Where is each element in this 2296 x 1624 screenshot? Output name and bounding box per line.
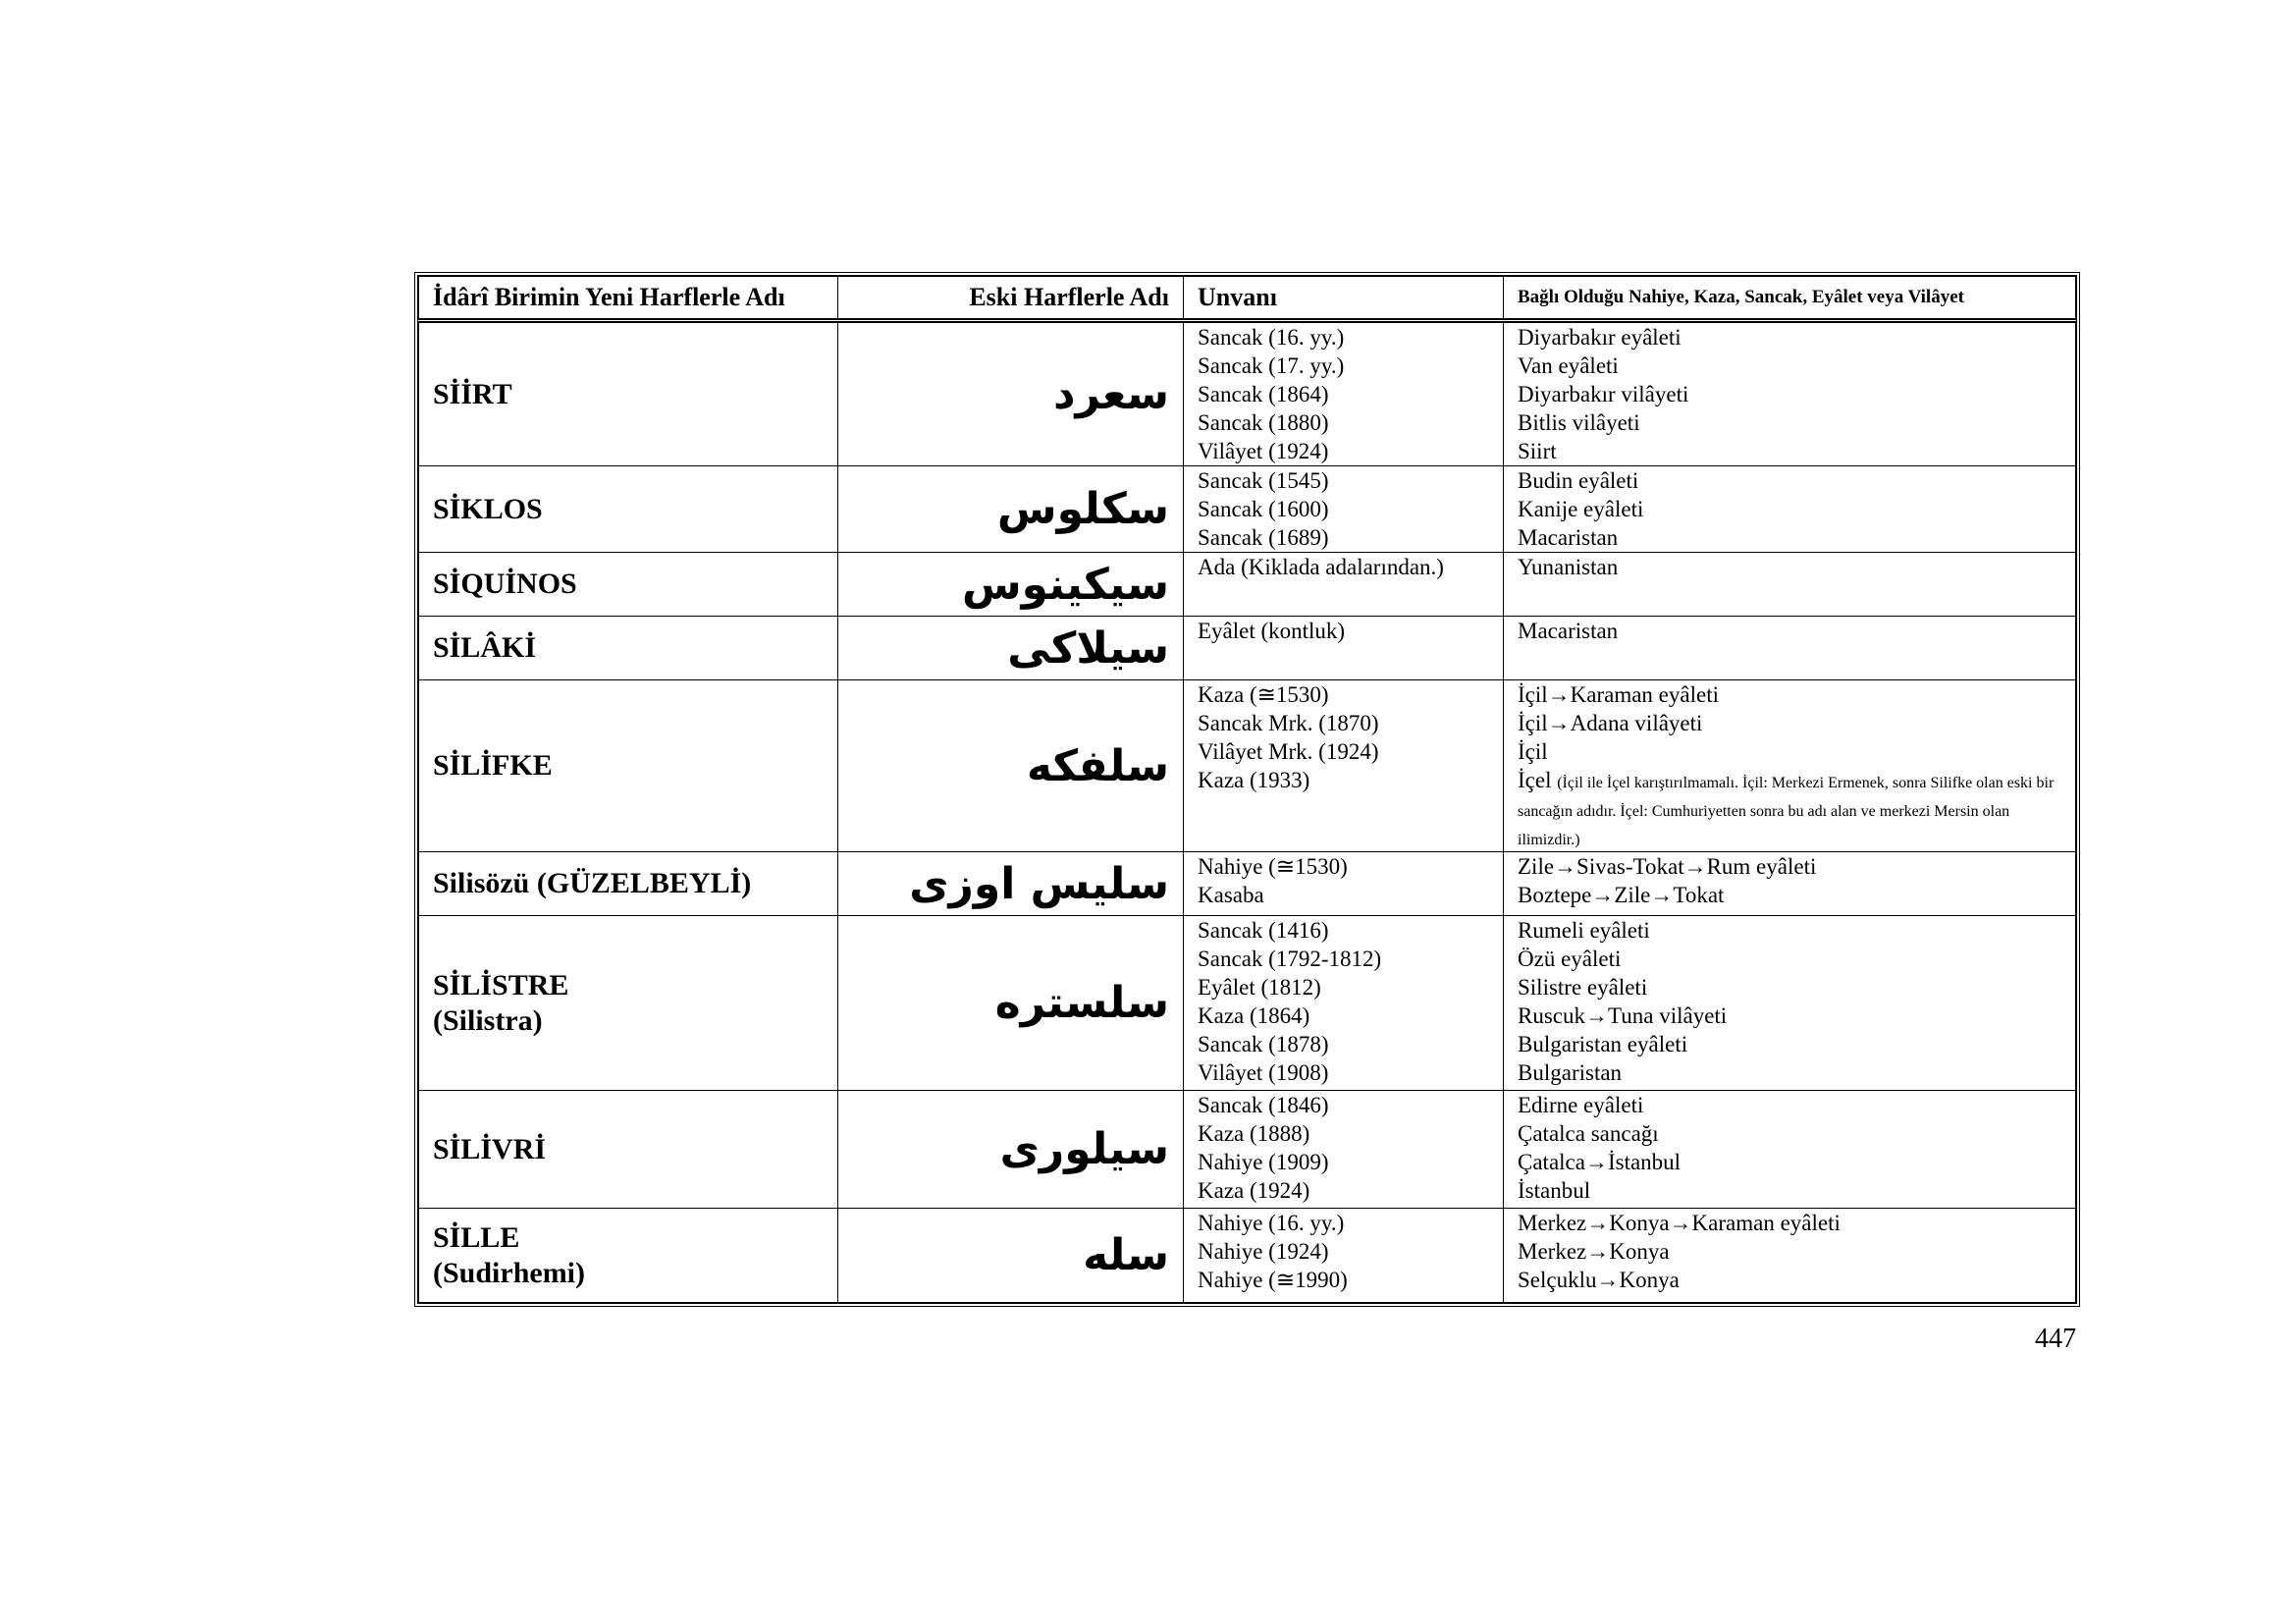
attached-to-entry: Bulgaristan eyâleti — [1518, 1032, 1688, 1056]
attached-to-list — [1504, 617, 2076, 680]
unit-title-entry: Vilâyet (1908) — [1198, 1060, 1329, 1085]
unit-name-line: SİLÂKİ — [433, 631, 537, 664]
unit-old-name: سيكينوس — [838, 553, 1184, 617]
unit-title-entry: Nahiye (1924) — [1198, 1239, 1329, 1264]
attached-to-list — [1504, 553, 2076, 617]
unit-title-entry: Nahiye (1909) — [1198, 1150, 1329, 1174]
attached-to-entry: Çatalca→İstanbul — [1518, 1150, 1682, 1174]
attached-to-entry: Merkez→Konya — [1518, 1239, 1670, 1264]
unit-new-name — [419, 466, 838, 553]
note-term: İçel — [1518, 768, 1552, 792]
unit-title-entry: Kaza (≅1530) — [1198, 682, 1329, 707]
table-body — [419, 321, 2076, 1303]
attached-to-note-entry — [1518, 766, 2075, 851]
table-row — [419, 852, 2076, 916]
unit-old-name: سعرد — [838, 321, 1184, 466]
unit-new-name — [419, 617, 838, 680]
unit-title-entry: Sancak (1600) — [1198, 497, 1329, 521]
header-attached-to: Bağlı Olduğu Nahiye, Kaza, Sancak, Eyâlet veya Vilâyet — [1504, 277, 2076, 321]
unit-title-entry: Nahiye (≅1990) — [1198, 1268, 1348, 1292]
attached-to-list — [1504, 321, 2076, 466]
unit-title-entry: Sancak (1864) — [1198, 382, 1329, 406]
header-old-name: Eski Harflerle Adı — [838, 277, 1184, 321]
attached-to-entry: Bitlis vilâyeti — [1518, 410, 1640, 435]
unit-name-line: (Sudirhemi) — [433, 1256, 586, 1289]
unit-title-entry: Sancak (1416) — [1198, 918, 1329, 943]
table-row — [419, 1091, 2076, 1209]
unit-title-entry: Sancak (1792-1812) — [1198, 947, 1382, 971]
attached-to-entry: Diyarbakır vilâyeti — [1518, 382, 1689, 406]
unit-name-line: SİLLE — [433, 1220, 520, 1254]
unit-title-entry: Sancak (1689) — [1198, 525, 1329, 550]
table-row — [419, 321, 2076, 466]
unit-title-entry: Ada (Kiklada adalarından.) — [1198, 555, 1444, 579]
attached-to-list — [1504, 680, 2076, 852]
unit-old-name: سيلاكى — [838, 617, 1184, 680]
attached-to-entry: Yunanistan — [1518, 555, 1619, 579]
attached-to-entry: Özü eyâleti — [1518, 947, 1622, 971]
header-new-name: İdârî Birimin Yeni Harflerle Adı — [419, 277, 838, 321]
page-number: 447 — [2035, 1324, 2076, 1354]
attached-to-entry: Kanije eyâleti — [1518, 497, 1644, 521]
unit-old-name: سله — [838, 1209, 1184, 1303]
attached-to-entry: Macaristan — [1518, 619, 1619, 643]
unit-title-entry: Sancak (1545) — [1198, 468, 1329, 493]
unit-new-name — [419, 680, 838, 852]
attached-to-entry: Boztepe→Zile→Tokat — [1518, 883, 1725, 907]
unit-name-line: Silisözü (GÜZELBEYLİ) — [433, 867, 752, 899]
unit-title-entry: Vilâyet (1924) — [1198, 439, 1329, 463]
unit-title-entry: Kaza (1924) — [1198, 1178, 1310, 1203]
unit-title-entry: Sancak Mrk. (1870) — [1198, 711, 1379, 735]
attached-to-entry: Diyarbakır eyâleti — [1518, 325, 1682, 350]
unit-title-entry: Kaza (1888) — [1198, 1121, 1310, 1146]
unit-title-list — [1184, 617, 1504, 680]
unit-name-line: SİQUİNOS — [433, 568, 577, 600]
attached-to-entry: İstanbul — [1518, 1178, 1591, 1203]
table-row — [419, 680, 2076, 852]
unit-title-entry: Eyâlet (1812) — [1198, 975, 1321, 1000]
attached-to-entry: Zile→Sivas-Tokat→Rum eyâleti — [1518, 854, 1817, 879]
unit-title-entry: Nahiye (16. yy.) — [1198, 1211, 1345, 1235]
table-row — [419, 617, 2076, 680]
unit-new-name — [419, 852, 838, 916]
unit-name-line: SİİRT — [433, 377, 512, 410]
attached-to-entry: Ruscuk→Tuna vilâyeti — [1518, 1003, 1728, 1028]
attached-to-list — [1504, 916, 2076, 1091]
attached-to-entry: Selçuklu→Konya — [1518, 1268, 1680, 1292]
unit-title-list — [1184, 466, 1504, 553]
unit-title-list — [1184, 553, 1504, 617]
clarification-note: (İçil ile İçel karıştırılmamalı. İçil: Merkezi Ermenek, sonra Silifke olan eski bir sancağın adıdır. İçel: Cumhuriyetten sonra bu adı alan ve merkezi Mersin olan ilimizdir.) — [1518, 775, 2055, 848]
unit-title-entry: Sancak (16. yy.) — [1198, 325, 1345, 350]
attached-to-entry: Budin eyâleti — [1518, 468, 1639, 493]
table-row — [419, 553, 2076, 617]
unit-title-entry: Kaza (1864) — [1198, 1003, 1310, 1028]
unit-title-list — [1184, 321, 1504, 466]
attached-to-entry: Rumeli eyâleti — [1518, 918, 1650, 943]
unit-title-list — [1184, 680, 1504, 852]
unit-title-entry: Vilâyet Mrk. (1924) — [1198, 739, 1379, 764]
table-header — [419, 277, 2076, 321]
unit-title-entry: Kaza (1933) — [1198, 768, 1310, 792]
attached-to-entry: Bulgaristan — [1518, 1060, 1623, 1085]
unit-name-line: SİLİSTRE — [433, 968, 569, 1001]
header-row — [419, 277, 2076, 321]
unit-old-name: سليس اوزى — [838, 852, 1184, 916]
attached-to-entry: Siirt — [1518, 439, 1557, 463]
attached-to-entry: Merkez→Konya→Karaman eyâleti — [1518, 1211, 1841, 1235]
attached-to-entry: Edirne eyâleti — [1518, 1093, 1644, 1117]
unit-title-list — [1184, 916, 1504, 1091]
unit-title-entry: Sancak (1878) — [1198, 1032, 1329, 1056]
unit-name-line: SİKLOS — [433, 492, 543, 525]
attached-to-entry: İçil→Karaman eyâleti — [1518, 682, 1719, 707]
unit-title-entry: Kasaba — [1198, 883, 1264, 907]
unit-name-line: SİLİFKE — [433, 749, 553, 782]
unit-new-name — [419, 1091, 838, 1209]
unit-title-list — [1184, 1091, 1504, 1209]
unit-name-line: (Silistra) — [433, 1003, 543, 1037]
table-row — [419, 916, 2076, 1091]
table-row — [419, 1209, 2076, 1303]
attached-to-entry: Van eyâleti — [1518, 353, 1619, 378]
unit-title-entry: Eyâlet (kontluk) — [1198, 619, 1346, 643]
unit-old-name: سلستره — [838, 916, 1184, 1091]
unit-title-entry: Sancak (17. yy.) — [1198, 353, 1345, 378]
attached-to-entry: Silistre eyâleti — [1518, 975, 1648, 1000]
unit-title-entry: Sancak (1846) — [1198, 1093, 1329, 1117]
attached-to-entry: Çatalca sancağı — [1518, 1121, 1659, 1146]
attached-to-list — [1504, 1091, 2076, 1209]
unit-new-name — [419, 1209, 838, 1303]
attached-to-entry: Macaristan — [1518, 525, 1619, 550]
unit-title-list — [1184, 852, 1504, 916]
unit-old-name: سلفكه — [838, 680, 1184, 852]
unit-old-name: سيلورى — [838, 1091, 1184, 1209]
administrative-units-table — [418, 276, 2076, 1303]
attached-to-list — [1504, 1209, 2076, 1303]
attached-to-list — [1504, 852, 2076, 916]
attached-to-entry: İçil→Adana vilâyeti — [1518, 711, 1703, 735]
header-title: Unvanı — [1184, 277, 1504, 321]
table-row — [419, 466, 2076, 553]
unit-title-entry: Nahiye (≅1530) — [1198, 854, 1348, 879]
unit-new-name — [419, 916, 838, 1091]
unit-old-name: سكلوس — [838, 466, 1184, 553]
attached-to-list — [1504, 466, 2076, 553]
unit-new-name — [419, 553, 838, 617]
unit-name-line: SİLİVRİ — [433, 1132, 547, 1165]
unit-title-list — [1184, 1209, 1504, 1303]
unit-new-name — [419, 321, 838, 466]
attached-to-entry: İçil — [1518, 739, 1548, 764]
unit-title-entry: Sancak (1880) — [1198, 410, 1329, 435]
